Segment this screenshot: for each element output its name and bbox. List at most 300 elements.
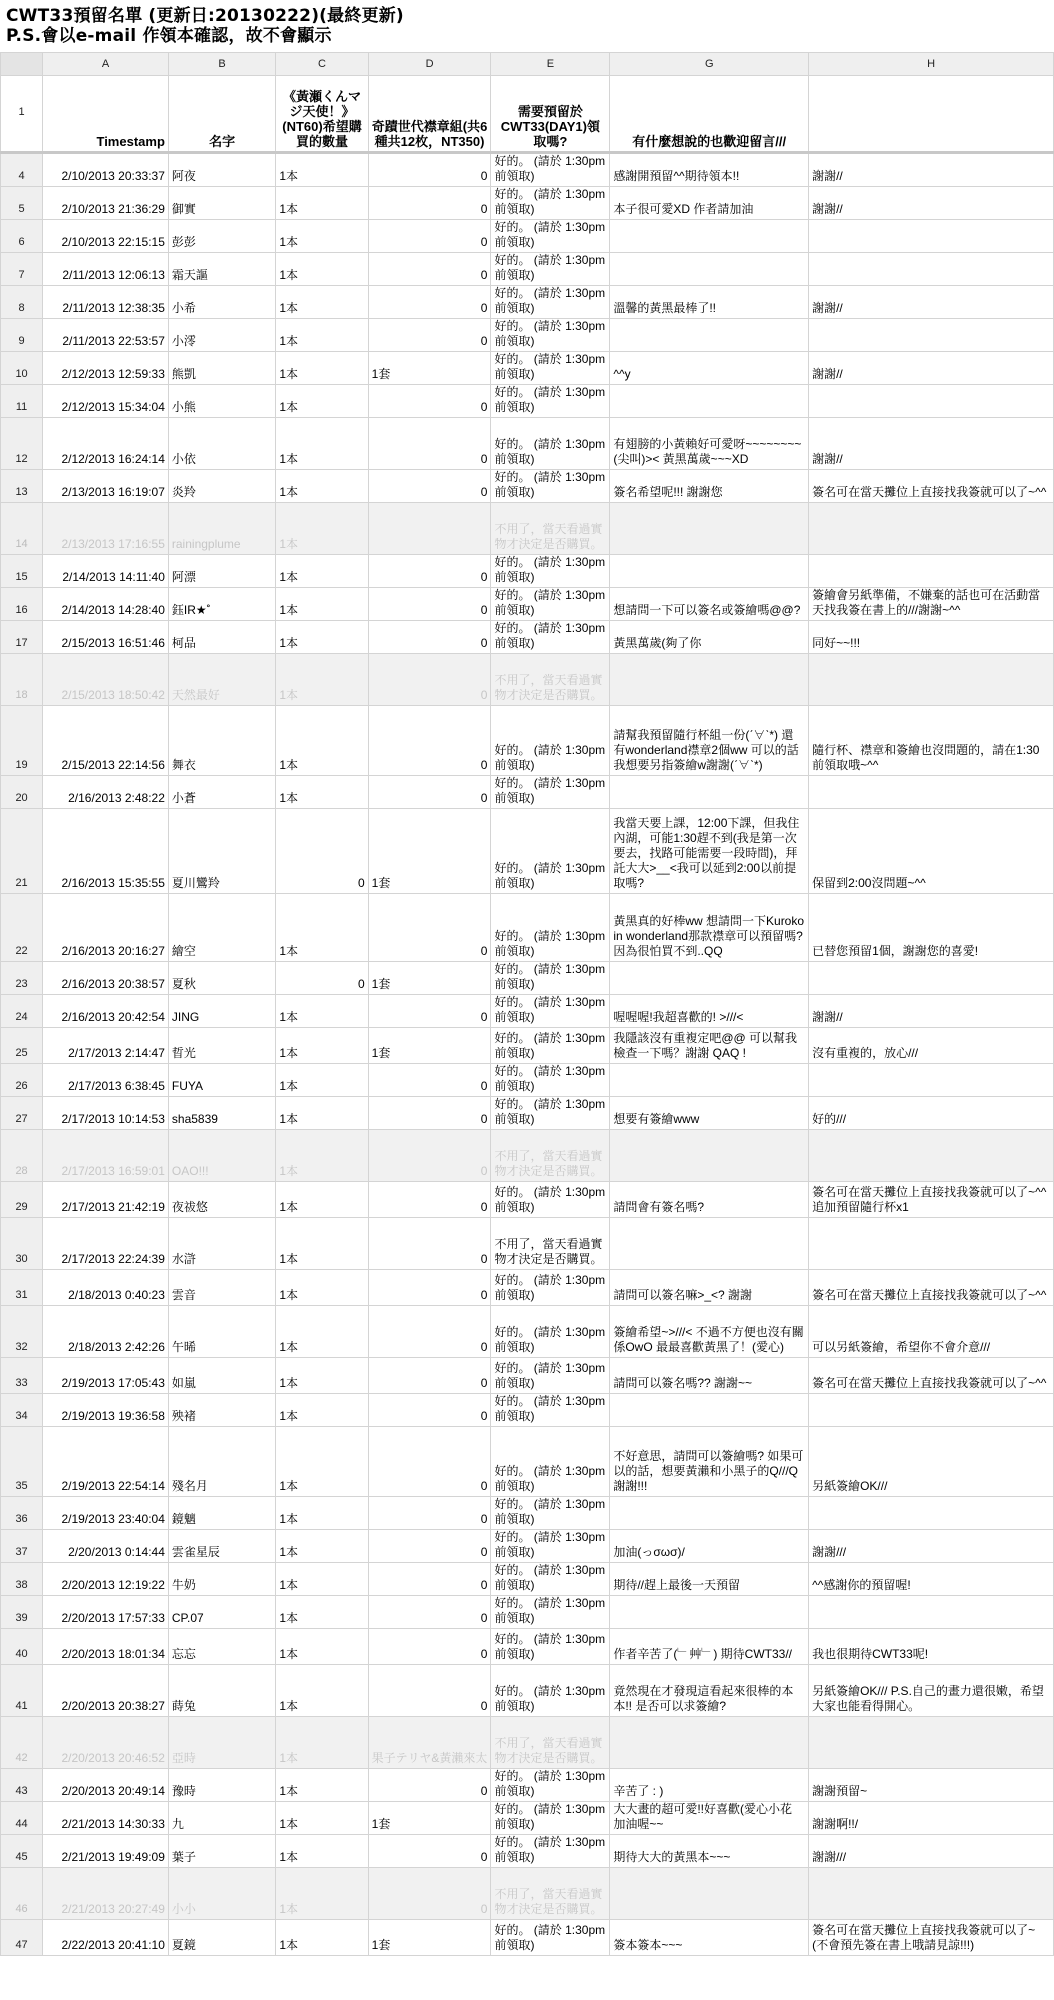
badge-quantity-cell[interactable]: 0 [368, 1629, 491, 1665]
reserve-cell[interactable]: 好的。 (請於 1:30pm前領取) [491, 352, 610, 385]
row-number[interactable]: 20 [1, 776, 43, 809]
message-cell[interactable] [610, 1497, 809, 1530]
name-cell[interactable]: 九 [168, 1802, 275, 1835]
book-quantity-cell[interactable]: 1本 [276, 187, 368, 220]
timestamp-cell[interactable]: 2/19/2013 23:40:04 [43, 1497, 169, 1530]
row-number[interactable]: 10 [1, 352, 43, 385]
name-cell[interactable]: 霜天謳 [168, 253, 275, 286]
book-quantity-cell[interactable]: 1本 [276, 1563, 368, 1596]
reserve-cell[interactable]: 好的。 (請於 1:30pm前領取) [491, 776, 610, 809]
name-cell[interactable]: rainingplume [168, 503, 275, 555]
badge-quantity-cell[interactable]: 0 [368, 894, 491, 962]
book-quantity-cell[interactable]: 1本 [276, 894, 368, 962]
row-number[interactable]: 37 [1, 1530, 43, 1563]
row-number[interactable]: 36 [1, 1497, 43, 1530]
badge-quantity-cell[interactable]: 0 [368, 1358, 491, 1394]
book-quantity-cell[interactable]: 1本 [276, 995, 368, 1028]
row-number[interactable]: 45 [1, 1835, 43, 1868]
book-quantity-cell[interactable]: 1本 [276, 1920, 368, 1956]
reserve-cell[interactable]: 好的。 (請於 1:30pm前領取) [491, 1920, 610, 1956]
name-cell[interactable]: 炎羚 [168, 470, 275, 503]
name-cell[interactable]: 小希 [168, 286, 275, 319]
row-number[interactable]: 8 [1, 286, 43, 319]
row-number[interactable]: 41 [1, 1665, 43, 1717]
name-cell[interactable]: 午晞 [168, 1306, 275, 1358]
message-cell[interactable] [610, 654, 809, 706]
row-number[interactable]: 32 [1, 1306, 43, 1358]
row-number[interactable]: 43 [1, 1769, 43, 1802]
book-quantity-cell[interactable]: 1本 [276, 1306, 368, 1358]
name-cell[interactable]: 夏鏡 [168, 1920, 275, 1956]
message-cell[interactable]: 簽本簽本~~~ [610, 1920, 809, 1956]
reserve-cell[interactable]: 好的。 (請於 1:30pm前領取) [491, 418, 610, 470]
row-number[interactable]: 46 [1, 1868, 43, 1920]
name-cell[interactable]: 亞時 [168, 1717, 275, 1769]
reserve-cell[interactable]: 好的。 (請於 1:30pm前領取) [491, 1270, 610, 1306]
message-cell[interactable]: 溫馨的黃黑最棒了!! [610, 286, 809, 319]
badge-quantity-cell[interactable]: 0 [368, 385, 491, 418]
message-cell[interactable]: 竟然現在才發現這看起來很棒的本本!! 是否可以求簽繪? [610, 1665, 809, 1717]
column-header-b[interactable]: B [168, 53, 275, 76]
reply-cell[interactable] [809, 962, 1054, 995]
timestamp-cell[interactable]: 2/11/2013 12:06:13 [43, 253, 169, 286]
message-cell[interactable] [610, 776, 809, 809]
timestamp-cell[interactable]: 2/12/2013 15:34:04 [43, 385, 169, 418]
message-cell[interactable]: 請幫我預留隨行杯組一份(ˊ∀ˋ*) 還有wonderland襟章2個ww 可以的話我想要另指簽繪w謝謝(ˊ∀ˋ*) [610, 706, 809, 776]
message-cell[interactable]: 期待//趕上最後一天預留 [610, 1563, 809, 1596]
timestamp-cell[interactable]: 2/16/2013 15:35:55 [43, 809, 169, 894]
message-cell[interactable] [610, 385, 809, 418]
name-cell[interactable]: 水滸 [168, 1218, 275, 1270]
row-number[interactable]: 13 [1, 470, 43, 503]
badge-quantity-cell[interactable]: 1套 [368, 1028, 491, 1064]
name-cell[interactable]: 雲雀星辰 [168, 1530, 275, 1563]
reply-cell[interactable] [809, 1218, 1054, 1270]
reserve-cell[interactable]: 好的。 (請於 1:30pm前領取) [491, 220, 610, 253]
name-cell[interactable]: sha5839 [168, 1097, 275, 1130]
name-cell[interactable]: 小小 [168, 1868, 275, 1920]
message-cell[interactable] [610, 1064, 809, 1097]
badge-quantity-cell[interactable]: 0 [368, 706, 491, 776]
book-quantity-cell[interactable]: 1本 [276, 588, 368, 621]
book-quantity-cell[interactable]: 0 [276, 809, 368, 894]
reply-cell[interactable]: 簽名可在當天攤位上直接找我簽就可以了~^^ [809, 1358, 1054, 1394]
message-cell[interactable]: 我當天要上課，12:00下課，但我住內湖，可能1:30趕不到(我是第一次要去，找路可能需要一段時間)，拜託大大>__<我可以延到2:00以前提取嗎? [610, 809, 809, 894]
reply-cell[interactable]: 簽名可在當天攤位上直接找我簽就可以了~ (不會預先簽在書上哦請見諒!!!) [809, 1920, 1054, 1956]
timestamp-cell[interactable]: 2/22/2013 20:41:10 [43, 1920, 169, 1956]
reserve-cell[interactable]: 好的。 (請於 1:30pm前領取) [491, 319, 610, 352]
row-number[interactable]: 33 [1, 1358, 43, 1394]
book-quantity-cell[interactable]: 1本 [276, 1629, 368, 1665]
badge-quantity-cell[interactable]: 果子テリヤ&黃瀨來太 [368, 1717, 491, 1769]
row-number[interactable]: 42 [1, 1717, 43, 1769]
name-cell[interactable]: 殃褚 [168, 1394, 275, 1427]
timestamp-cell[interactable]: 2/20/2013 12:19:22 [43, 1563, 169, 1596]
badge-quantity-cell[interactable]: 0 [368, 1270, 491, 1306]
timestamp-cell[interactable]: 2/11/2013 22:53:57 [43, 319, 169, 352]
message-cell[interactable]: 加油(っσωσ)/ [610, 1530, 809, 1563]
badge-quantity-cell[interactable]: 0 [368, 1306, 491, 1358]
column-header-a[interactable]: A [43, 53, 169, 76]
name-cell[interactable]: 殘名月 [168, 1427, 275, 1497]
message-cell[interactable] [610, 319, 809, 352]
header-timestamp[interactable]: Timestamp [43, 76, 169, 153]
badge-quantity-cell[interactable]: 0 [368, 654, 491, 706]
timestamp-cell[interactable]: 2/21/2013 14:30:33 [43, 1802, 169, 1835]
message-cell[interactable] [610, 1218, 809, 1270]
reserve-cell[interactable]: 好的。 (請於 1:30pm前領取) [491, 1427, 610, 1497]
reply-cell[interactable]: 另紙簽繪OK/// P.S.自己的畫力還很嫩，希望大家也能看得開心。 [809, 1665, 1054, 1717]
name-cell[interactable]: 天然最好 [168, 654, 275, 706]
badge-quantity-cell[interactable]: 0 [368, 1563, 491, 1596]
message-cell[interactable] [610, 1130, 809, 1182]
reply-cell[interactable] [809, 555, 1054, 588]
timestamp-cell[interactable]: 2/15/2013 18:50:42 [43, 654, 169, 706]
message-cell[interactable]: 本子很可愛XD 作者請加油 [610, 187, 809, 220]
book-quantity-cell[interactable]: 1本 [276, 1665, 368, 1717]
timestamp-cell[interactable]: 2/12/2013 12:59:33 [43, 352, 169, 385]
reply-cell[interactable]: 謝謝// [809, 286, 1054, 319]
badge-quantity-cell[interactable]: 0 [368, 1097, 491, 1130]
reply-cell[interactable]: 謝謝啊!!/ [809, 1802, 1054, 1835]
name-cell[interactable]: 葉子 [168, 1835, 275, 1868]
reserve-cell[interactable]: 好的。 (請於 1:30pm前領取) [491, 995, 610, 1028]
timestamp-cell[interactable]: 2/15/2013 16:51:46 [43, 621, 169, 654]
badge-quantity-cell[interactable]: 1套 [368, 1920, 491, 1956]
reserve-cell[interactable]: 好的。 (請於 1:30pm前領取) [491, 470, 610, 503]
reserve-cell[interactable]: 好的。 (請於 1:30pm前領取) [491, 1182, 610, 1218]
message-cell[interactable]: 請問可以簽名嘛>_<? 謝謝 [610, 1270, 809, 1306]
row-number[interactable]: 26 [1, 1064, 43, 1097]
row-number[interactable]: 14 [1, 503, 43, 555]
book-quantity-cell[interactable]: 1本 [276, 1130, 368, 1182]
reply-cell[interactable]: ^^感謝你的預留喔! [809, 1563, 1054, 1596]
badge-quantity-cell[interactable]: 0 [368, 1665, 491, 1717]
badge-quantity-cell[interactable]: 0 [368, 588, 491, 621]
name-cell[interactable]: 牛奶 [168, 1563, 275, 1596]
timestamp-cell[interactable]: 2/20/2013 17:57:33 [43, 1596, 169, 1629]
book-quantity-cell[interactable]: 1本 [276, 1596, 368, 1629]
row-number[interactable]: 16 [1, 588, 43, 621]
timestamp-cell[interactable]: 2/13/2013 17:16:55 [43, 503, 169, 555]
message-cell[interactable]: 簽名希望呢!!! 謝謝您 [610, 470, 809, 503]
name-cell[interactable]: 鏡魑 [168, 1497, 275, 1530]
reply-cell[interactable]: 保留到2:00沒問題~^^ [809, 809, 1054, 894]
book-quantity-cell[interactable]: 1本 [276, 555, 368, 588]
timestamp-cell[interactable]: 2/13/2013 16:19:07 [43, 470, 169, 503]
reserve-cell[interactable]: 好的。 (請於 1:30pm前領取) [491, 1802, 610, 1835]
reply-cell[interactable]: 簽繪會另紙準備，不嫌棄的話也可在活動當天找我簽在書上的///謝謝~^^ [809, 588, 1054, 621]
reply-cell[interactable] [809, 654, 1054, 706]
timestamp-cell[interactable]: 2/16/2013 20:16:27 [43, 894, 169, 962]
badge-quantity-cell[interactable]: 0 [368, 1596, 491, 1629]
row-number[interactable]: 35 [1, 1427, 43, 1497]
row-number[interactable]: 44 [1, 1802, 43, 1835]
row-number[interactable]: 28 [1, 1130, 43, 1182]
reply-cell[interactable]: 謝謝// [809, 418, 1054, 470]
reserve-cell[interactable]: 不用了，當天看過實物才決定是否購買。 [491, 654, 610, 706]
name-cell[interactable]: 夏秋 [168, 962, 275, 995]
row-number[interactable]: 38 [1, 1563, 43, 1596]
badge-quantity-cell[interactable]: 0 [368, 1868, 491, 1920]
message-cell[interactable]: 大大畫的超可愛!!好喜歡(愛心小花 加油喔~~ [610, 1802, 809, 1835]
badge-quantity-cell[interactable]: 0 [368, 1530, 491, 1563]
reply-cell[interactable] [809, 319, 1054, 352]
row-number[interactable]: 22 [1, 894, 43, 962]
message-cell[interactable]: 作者辛苦了(﹂艸﹂) 期待CWT33// [610, 1629, 809, 1665]
reply-cell[interactable]: 簽名可在當天攤位上直接找我簽就可以了~^^ [809, 470, 1054, 503]
reply-cell[interactable]: 我也很期待CWT33呢! [809, 1629, 1054, 1665]
column-header-c[interactable]: C [276, 53, 368, 76]
reply-cell[interactable]: 簽名可在當天攤位上直接找我簽就可以了~^^ [809, 1270, 1054, 1306]
message-cell[interactable] [610, 1394, 809, 1427]
book-quantity-cell[interactable]: 1本 [276, 1802, 368, 1835]
timestamp-cell[interactable]: 2/14/2013 14:28:40 [43, 588, 169, 621]
name-cell[interactable]: 忘忘 [168, 1629, 275, 1665]
reserve-cell[interactable]: 好的。 (請於 1:30pm前領取) [491, 153, 610, 187]
header-reserve[interactable]: 需要預留於CWT33(DAY1)領取嗎? [491, 76, 610, 153]
book-quantity-cell[interactable]: 1本 [276, 1064, 368, 1097]
name-cell[interactable]: 小蒼 [168, 776, 275, 809]
book-quantity-cell[interactable]: 1本 [276, 470, 368, 503]
reply-cell[interactable] [809, 1868, 1054, 1920]
name-cell[interactable]: 夏川鸞羚 [168, 809, 275, 894]
badge-quantity-cell[interactable]: 0 [368, 1497, 491, 1530]
reply-cell[interactable]: 謝謝// [809, 187, 1054, 220]
badge-quantity-cell[interactable]: 1套 [368, 962, 491, 995]
timestamp-cell[interactable]: 2/17/2013 2:14:47 [43, 1028, 169, 1064]
column-header-h[interactable]: H [809, 53, 1054, 76]
timestamp-cell[interactable]: 2/10/2013 20:33:37 [43, 153, 169, 187]
timestamp-cell[interactable]: 2/21/2013 19:49:09 [43, 1835, 169, 1868]
badge-quantity-cell[interactable]: 0 [368, 1218, 491, 1270]
message-cell[interactable]: 喔喔喔!我超喜歡的! >///< [610, 995, 809, 1028]
badge-quantity-cell[interactable]: 0 [368, 187, 491, 220]
name-cell[interactable]: 阿夜 [168, 153, 275, 187]
book-quantity-cell[interactable]: 1本 [276, 153, 368, 187]
row-number[interactable]: 31 [1, 1270, 43, 1306]
badge-quantity-cell[interactable]: 0 [368, 253, 491, 286]
book-quantity-cell[interactable]: 1本 [276, 1097, 368, 1130]
timestamp-cell[interactable]: 2/17/2013 22:24:39 [43, 1218, 169, 1270]
book-quantity-cell[interactable]: 1本 [276, 1497, 368, 1530]
name-cell[interactable]: 柯品 [168, 621, 275, 654]
reply-cell[interactable] [809, 503, 1054, 555]
timestamp-cell[interactable]: 2/15/2013 22:14:56 [43, 706, 169, 776]
reply-cell[interactable] [809, 385, 1054, 418]
reserve-cell[interactable]: 好的。 (請於 1:30pm前領取) [491, 1097, 610, 1130]
timestamp-cell[interactable]: 2/17/2013 6:38:45 [43, 1064, 169, 1097]
reserve-cell[interactable]: 不用了，當天看過實物才決定是否購買。 [491, 1868, 610, 1920]
badge-quantity-cell[interactable]: 0 [368, 1130, 491, 1182]
row-number[interactable]: 15 [1, 555, 43, 588]
reply-cell[interactable] [809, 776, 1054, 809]
badge-quantity-cell[interactable]: 0 [368, 1064, 491, 1097]
reserve-cell[interactable]: 好的。 (請於 1:30pm前領取) [491, 1629, 610, 1665]
corner-cell[interactable] [1, 53, 43, 76]
message-cell[interactable]: 有翅膀的小黃賴好可愛呀~~~~~~~~(尖叫)>< 黃黑萬歲~~~XD [610, 418, 809, 470]
message-cell[interactable]: 我隱該沒有重複定吧@@ 可以幫我檢查一下嗎？謝謝 QAQ ! [610, 1028, 809, 1064]
reply-cell[interactable]: 謝謝/// [809, 1835, 1054, 1868]
reserve-cell[interactable]: 不用了，當天看過實物才決定是否購買。 [491, 1130, 610, 1182]
timestamp-cell[interactable]: 2/19/2013 17:05:43 [43, 1358, 169, 1394]
message-cell[interactable] [610, 1596, 809, 1629]
badge-quantity-cell[interactable]: 0 [368, 153, 491, 187]
reply-cell[interactable] [809, 1717, 1054, 1769]
row-number[interactable]: 24 [1, 995, 43, 1028]
reserve-cell[interactable]: 好的。 (請於 1:30pm前領取) [491, 894, 610, 962]
timestamp-cell[interactable]: 2/16/2013 2:48:22 [43, 776, 169, 809]
reserve-cell[interactable]: 好的。 (請於 1:30pm前領取) [491, 385, 610, 418]
book-quantity-cell[interactable]: 1本 [276, 1868, 368, 1920]
reserve-cell[interactable]: 好的。 (請於 1:30pm前領取) [491, 1497, 610, 1530]
reply-cell[interactable]: 同好~~!!! [809, 621, 1054, 654]
book-quantity-cell[interactable]: 1本 [276, 706, 368, 776]
name-cell[interactable]: 小澪 [168, 319, 275, 352]
name-cell[interactable]: 舞衣 [168, 706, 275, 776]
book-quantity-cell[interactable]: 1本 [276, 1530, 368, 1563]
reply-cell[interactable]: 可以另紙簽繪，希望你不會介意/// [809, 1306, 1054, 1358]
name-cell[interactable]: 御實 [168, 187, 275, 220]
timestamp-cell[interactable]: 2/19/2013 22:54:14 [43, 1427, 169, 1497]
row-number[interactable]: 30 [1, 1218, 43, 1270]
header-badge-quantity[interactable]: 奇蹟世代襟章組(共6種共12枚，NT350) [368, 76, 491, 153]
reply-cell[interactable]: 沒有重複的，放心/// [809, 1028, 1054, 1064]
book-quantity-cell[interactable]: 1本 [276, 776, 368, 809]
reserve-cell[interactable]: 好的。 (請於 1:30pm前領取) [491, 1394, 610, 1427]
row-number[interactable]: 47 [1, 1920, 43, 1956]
book-quantity-cell[interactable]: 0 [276, 962, 368, 995]
book-quantity-cell[interactable]: 1本 [276, 253, 368, 286]
timestamp-cell[interactable]: 2/11/2013 12:38:35 [43, 286, 169, 319]
name-cell[interactable]: 彭彭 [168, 220, 275, 253]
reserve-cell[interactable]: 好的。 (請於 1:30pm前領取) [491, 588, 610, 621]
badge-quantity-cell[interactable]: 0 [368, 286, 491, 319]
row-number[interactable]: 6 [1, 220, 43, 253]
message-cell[interactable]: 黃黑萬歲(夠了你 [610, 621, 809, 654]
row-number[interactable]: 25 [1, 1028, 43, 1064]
header-reply[interactable] [809, 76, 1054, 153]
name-cell[interactable]: 如嵐 [168, 1358, 275, 1394]
message-cell[interactable]: 辛苦了 : ) [610, 1769, 809, 1802]
reserve-cell[interactable]: 不用了，當天看過實物才決定是否購買。 [491, 1218, 610, 1270]
badge-quantity-cell[interactable]: 0 [368, 470, 491, 503]
badge-quantity-cell[interactable]: 0 [368, 319, 491, 352]
reserve-cell[interactable]: 好的。 (請於 1:30pm前領取) [491, 1665, 610, 1717]
message-cell[interactable] [610, 962, 809, 995]
book-quantity-cell[interactable]: 1本 [276, 1270, 368, 1306]
name-cell[interactable]: 豫時 [168, 1769, 275, 1802]
reply-cell[interactable] [809, 1394, 1054, 1427]
header-book-quantity[interactable]: 《黃瀬くんマジ天使！》(NT60)希望購買的數量 [276, 76, 368, 153]
reserve-cell[interactable]: 不用了，當天看過實物才決定是否購買。 [491, 503, 610, 555]
book-quantity-cell[interactable]: 1本 [276, 621, 368, 654]
timestamp-cell[interactable]: 2/10/2013 22:15:15 [43, 220, 169, 253]
book-quantity-cell[interactable]: 1本 [276, 654, 368, 706]
name-cell[interactable]: 熊凱 [168, 352, 275, 385]
header-message[interactable]: 有什麼想說的也歡迎留言/// [610, 76, 809, 153]
timestamp-cell[interactable]: 2/12/2013 16:24:14 [43, 418, 169, 470]
reply-cell[interactable]: 謝謝預留~ [809, 1769, 1054, 1802]
reserve-cell[interactable]: 好的。 (請於 1:30pm前領取) [491, 253, 610, 286]
badge-quantity-cell[interactable]: 0 [368, 1182, 491, 1218]
name-cell[interactable]: 晢光 [168, 1028, 275, 1064]
reply-cell[interactable] [809, 1596, 1054, 1629]
badge-quantity-cell[interactable]: 0 [368, 1394, 491, 1427]
timestamp-cell[interactable]: 2/20/2013 20:46:52 [43, 1717, 169, 1769]
timestamp-cell[interactable]: 2/18/2013 0:40:23 [43, 1270, 169, 1306]
timestamp-cell[interactable]: 2/20/2013 20:38:27 [43, 1665, 169, 1717]
row-number[interactable]: 34 [1, 1394, 43, 1427]
badge-quantity-cell[interactable]: 0 [368, 1769, 491, 1802]
message-cell[interactable] [610, 220, 809, 253]
row-number[interactable]: 5 [1, 187, 43, 220]
reply-cell[interactable]: 謝謝/// [809, 1530, 1054, 1563]
badge-quantity-cell[interactable] [368, 503, 491, 555]
timestamp-cell[interactable]: 2/16/2013 20:38:57 [43, 962, 169, 995]
badge-quantity-cell[interactable]: 0 [368, 776, 491, 809]
reply-cell[interactable]: 隨行杯、襟章和簽繪也沒問題的，請在1:30前領取哦~^^ [809, 706, 1054, 776]
book-quantity-cell[interactable]: 1本 [276, 418, 368, 470]
column-header-g[interactable]: G [610, 53, 809, 76]
reserve-cell[interactable]: 不用了，當天看過實物才決定是否購買。 [491, 1717, 610, 1769]
message-cell[interactable] [610, 1717, 809, 1769]
message-cell[interactable] [610, 555, 809, 588]
timestamp-cell[interactable]: 2/18/2013 2:42:26 [43, 1306, 169, 1358]
book-quantity-cell[interactable]: 1本 [276, 503, 368, 555]
row-number[interactable]: 9 [1, 319, 43, 352]
row-number[interactable]: 19 [1, 706, 43, 776]
book-quantity-cell[interactable]: 1本 [276, 352, 368, 385]
message-cell[interactable] [610, 1868, 809, 1920]
message-cell[interactable]: 想要有簽繪www [610, 1097, 809, 1130]
message-cell[interactable]: 期待大大的黃黑本~~~ [610, 1835, 809, 1868]
reserve-cell[interactable]: 好的。 (請於 1:30pm前領取) [491, 962, 610, 995]
message-cell[interactable]: 不好意思，請問可以簽繪嗎? 如果可以的話，想要黃瀨和小黑子的Q///Q 謝謝!!! [610, 1427, 809, 1497]
column-header-d[interactable]: D [368, 53, 491, 76]
row-number[interactable]: 4 [1, 153, 43, 187]
reserve-cell[interactable]: 好的。 (請於 1:30pm前領取) [491, 1835, 610, 1868]
book-quantity-cell[interactable]: 1本 [276, 1717, 368, 1769]
message-cell[interactable]: 想請問一下可以簽名或簽繪嗎@@? [610, 588, 809, 621]
book-quantity-cell[interactable]: 1本 [276, 286, 368, 319]
badge-quantity-cell[interactable]: 0 [368, 1835, 491, 1868]
book-quantity-cell[interactable]: 1本 [276, 1394, 368, 1427]
reserve-cell[interactable]: 好的。 (請於 1:30pm前領取) [491, 555, 610, 588]
timestamp-cell[interactable]: 2/17/2013 16:59:01 [43, 1130, 169, 1182]
timestamp-cell[interactable]: 2/20/2013 0:14:44 [43, 1530, 169, 1563]
message-cell[interactable]: 請問會有簽名嗎? [610, 1182, 809, 1218]
timestamp-cell[interactable]: 2/20/2013 18:01:34 [43, 1629, 169, 1665]
timestamp-cell[interactable]: 2/20/2013 20:49:14 [43, 1769, 169, 1802]
reply-cell[interactable]: 已替您預留1個，謝謝您的喜愛! [809, 894, 1054, 962]
name-cell[interactable]: 小依 [168, 418, 275, 470]
book-quantity-cell[interactable]: 1本 [276, 385, 368, 418]
message-cell[interactable] [610, 503, 809, 555]
message-cell[interactable]: 簽繪希望~>///< 不過不方便也沒有關係OwO 最最喜歡黃黑了！(愛心) [610, 1306, 809, 1358]
book-quantity-cell[interactable]: 1本 [276, 1427, 368, 1497]
badge-quantity-cell[interactable]: 0 [368, 418, 491, 470]
timestamp-cell[interactable]: 2/19/2013 19:36:58 [43, 1394, 169, 1427]
reserve-cell[interactable]: 好的。 (請於 1:30pm前領取) [491, 1530, 610, 1563]
name-cell[interactable]: 繪空 [168, 894, 275, 962]
reserve-cell[interactable]: 好的。 (請於 1:30pm前領取) [491, 809, 610, 894]
book-quantity-cell[interactable]: 1本 [276, 1835, 368, 1868]
badge-quantity-cell[interactable]: 1套 [368, 352, 491, 385]
badge-quantity-cell[interactable]: 0 [368, 995, 491, 1028]
reply-cell[interactable] [809, 253, 1054, 286]
reserve-cell[interactable]: 好的。 (請於 1:30pm前領取) [491, 1306, 610, 1358]
